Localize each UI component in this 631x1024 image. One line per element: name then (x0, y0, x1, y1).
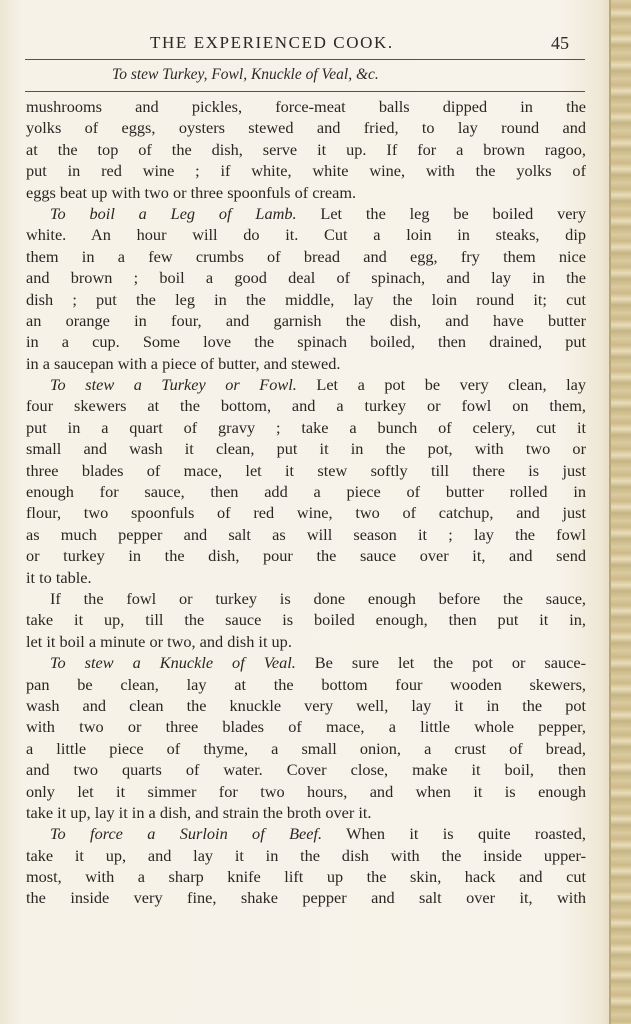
text-line (26, 182, 586, 203)
line-text: If the fowl or turkey is done enough before the sauce, (50, 588, 586, 608)
text-line (26, 866, 586, 887)
text-line (26, 524, 586, 545)
text-line (26, 96, 586, 117)
text-line (26, 695, 586, 716)
text-line (26, 310, 586, 331)
header-rule (25, 59, 585, 60)
text-line (26, 374, 586, 395)
line-text: wash and clean the knuckle very well, lay it in the pot (26, 695, 586, 715)
text-line (26, 716, 586, 737)
line-text: small and wash it clean, put it in the pot, with two or (26, 439, 586, 459)
line-text: Let a pot be very clean, lay (296, 375, 586, 395)
line-text: a little piece of thyme, a small onion, a crust of bread, (26, 738, 586, 758)
line-text: When it is quite roasted, (322, 824, 586, 844)
line-text: take it up, and lay it in the dish with the inside upper- (26, 845, 586, 865)
text-line (26, 331, 586, 352)
text-line (26, 674, 586, 695)
line-text: as much pepper and salt as will season it ; lay the fowl (26, 524, 586, 544)
recipe-title: To boil a Leg of Lamb. (50, 203, 297, 223)
line-text: Let the leg be boiled very (296, 203, 586, 223)
text-line (26, 224, 586, 245)
line-text: with two or three blades of mace, a little whole pepper, (26, 717, 586, 737)
line-text: at the top of the dish, serve it up. If for a brown ragoo, (26, 139, 586, 159)
recipe-title: To stew a Turkey or Fowl. (50, 375, 297, 395)
line-text: eggs beat up with two or three spoonfuls of cream. (26, 182, 357, 202)
text-line (26, 545, 586, 566)
recipe-title: To stew a Knuckle of Veal. (50, 653, 296, 673)
text-line (26, 802, 586, 823)
text-line (26, 781, 586, 802)
text-line (26, 438, 586, 459)
line-text: them in a few crumbs of bread and egg, fry them nice (26, 246, 586, 266)
text-line (26, 203, 586, 224)
line-text: take it up, lay it in a dish, and strain the broth over it. (26, 802, 372, 822)
line-text: Be sure let the pot or sauce- (295, 653, 586, 673)
line-text: white. An hour will do it. Cut a loin in steaks, dip (26, 225, 586, 245)
line-text: let it boil a minute or two, and dish it up. (26, 631, 292, 651)
line-text: it to table. (26, 567, 92, 587)
line-text: only let it simmer for two hours, and when it is enough (26, 781, 586, 801)
line-text: flour, two spoonfuls of red wine, two of catchup, and just (26, 503, 586, 523)
line-text: dish ; put the leg in the middle, lay the loin round it; cut (26, 289, 586, 309)
text-line (26, 823, 586, 844)
page-edge (611, 0, 631, 1024)
text-line (26, 481, 586, 502)
text-line (26, 117, 586, 138)
text-line (26, 353, 586, 374)
recipe-title: To force a Surloin of Beef. (50, 824, 323, 844)
text-line (26, 567, 586, 588)
text-line (26, 395, 586, 416)
line-text: most, with a sharp knife lift up the skin, hack and cut (26, 867, 586, 887)
page-number: 45 (551, 33, 569, 53)
line-text: put in red wine ; if white, white wine, with the yolks of (26, 161, 586, 181)
running-title: THE EXPERIENCED COOK. (150, 33, 394, 52)
body-text (26, 96, 586, 909)
line-text: yolks of eggs, oysters stewed and fried, to lay round and (26, 118, 586, 138)
text-line (26, 502, 586, 523)
line-text: and brown ; boil a good deal of spinach, and lay in the (26, 268, 586, 288)
text-line (26, 845, 586, 866)
text-line (26, 588, 586, 609)
line-text: or turkey in the dish, pour the sauce over it, and send (26, 546, 586, 566)
text-line (26, 139, 586, 160)
text-line (26, 289, 586, 310)
text-line (26, 609, 586, 630)
line-text: take it up, till the sauce is boiled enough, then put it in, (26, 610, 586, 630)
text-line (26, 738, 586, 759)
text-line (26, 160, 586, 181)
text-line (26, 887, 586, 908)
text-line (26, 759, 586, 780)
text-line (26, 652, 586, 673)
line-text: mushrooms and pickles, force-meat balls dipped in the (26, 97, 586, 116)
text-line (26, 631, 586, 652)
text-line (26, 246, 586, 267)
text-line (26, 267, 586, 288)
line-text: an orange in four, and garnish the dish, and have butter (26, 310, 586, 330)
line-text: four skewers at the bottom, and a turkey or fowl on them, (26, 396, 586, 416)
line-text: three blades of mace, let it stew softly till there is just (26, 460, 586, 480)
page-subtitle: To stew Turkey, Fowl, Knuckle of Veal, &c. (112, 66, 379, 83)
subtitle-rule (25, 91, 585, 92)
line-text: in a saucepan with a piece of butter, and stewed. (26, 353, 341, 373)
line-text: pan be clean, lay at the bottom four wooden skewers, (26, 674, 586, 694)
line-text: put in a quart of gravy ; take a bunch of celery, cut it (26, 417, 586, 437)
text-line (26, 460, 586, 481)
line-text: enough for sauce, then add a piece of butter rolled in (26, 482, 586, 502)
line-text: and two quarts of water. Cover close, make it boil, then (26, 760, 586, 780)
line-text: the inside very fine, shake pepper and salt over it, with (26, 888, 586, 908)
line-text: in a cup. Some love the spinach boiled, then drained, put (26, 332, 586, 352)
text-line (26, 417, 586, 438)
page-header (108, 33, 578, 57)
